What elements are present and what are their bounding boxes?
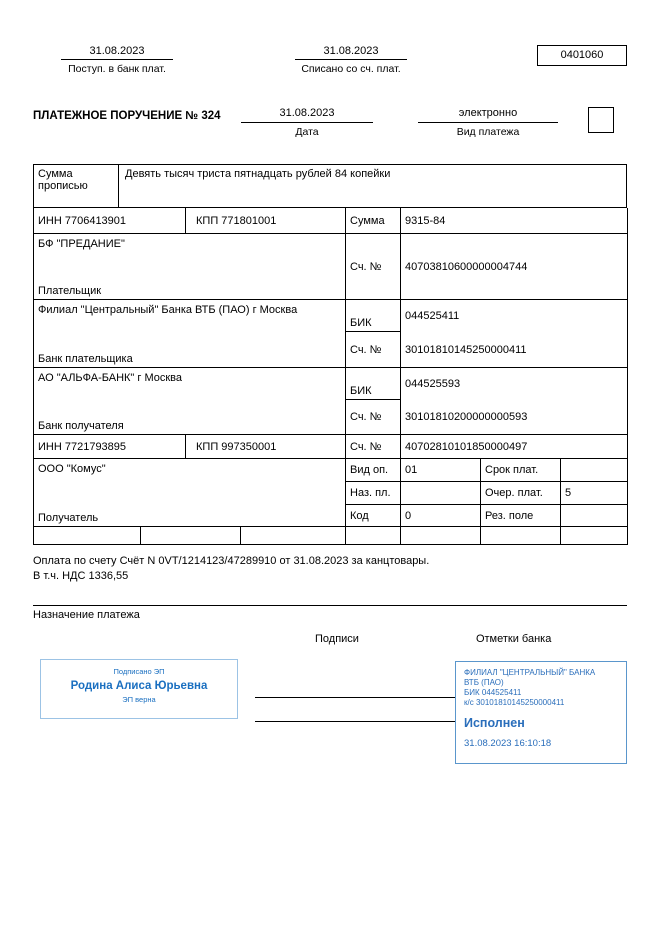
esignature-box bbox=[40, 659, 238, 719]
beneficiary-bank-label: Банк получателя bbox=[38, 420, 124, 432]
signature-line-2 bbox=[255, 721, 455, 722]
beneficiary-bank-bik: 044525593 bbox=[401, 368, 628, 400]
signatures-label: Подписи bbox=[315, 633, 359, 645]
priority-value: 5 bbox=[561, 482, 628, 505]
beneficiary-account: 40702810101850000497 bbox=[401, 435, 628, 459]
payment-kind-label: Вид платежа bbox=[456, 126, 520, 138]
budget-field-7 bbox=[561, 527, 628, 545]
bank-stamp bbox=[455, 661, 627, 764]
budget-field-2 bbox=[141, 527, 241, 545]
payer-account-label: Сч. № bbox=[346, 234, 401, 300]
stamp-datetime: 31.08.2023 16:10:18 bbox=[464, 738, 552, 749]
code-value: 0 bbox=[401, 505, 481, 527]
received-date-value: 31.08.2023 bbox=[61, 45, 173, 60]
payer-bank-account: 30101810145250000411 bbox=[401, 332, 628, 368]
beneficiary-account-label: Сч. № bbox=[346, 435, 401, 459]
pay-term-value bbox=[561, 459, 628, 482]
stamp-corr-account: к/с 30101810145250000411 bbox=[464, 698, 565, 707]
payment-purpose-area bbox=[33, 554, 627, 606]
priority-label: Очер. плат. bbox=[481, 482, 561, 505]
budget-field-6 bbox=[481, 527, 561, 545]
beneficiary-cell bbox=[34, 459, 346, 527]
budget-field-1 bbox=[34, 527, 141, 545]
purpose-code-value bbox=[401, 482, 481, 505]
payer-name: БФ "ПРЕДАНИЕ" bbox=[38, 238, 125, 250]
payment-kind-field bbox=[418, 107, 558, 138]
beneficiary-bank-name: АО "АЛЬФА-БАНК" г Москва bbox=[38, 372, 182, 384]
beneficiary-name: ООО "Комус" bbox=[38, 463, 106, 475]
budget-field-5 bbox=[401, 527, 481, 545]
sum-label: Сумма bbox=[346, 208, 401, 234]
beneficiary-kpp: КПП 997350001 bbox=[186, 435, 346, 459]
payment-purpose-text: Оплата по счету Счёт N 0VT/1214123/47289910 от 31.08.2023 за канцтовары. bbox=[33, 555, 430, 567]
payment-order-title: ПЛАТЕЖНОЕ ПОРУЧЕНИЕ № 324 bbox=[33, 110, 221, 122]
op-kind-label: Вид оп. bbox=[346, 459, 401, 482]
beneficiary-label: Получатель bbox=[38, 512, 99, 524]
payer-account: 40703810600000004744 bbox=[401, 234, 628, 300]
signature-area bbox=[33, 651, 627, 791]
payer-bank-account-label: Сч. № bbox=[346, 332, 401, 368]
received-date-field bbox=[61, 45, 173, 75]
beneficiary-bank-bik-label: БИК bbox=[346, 368, 401, 400]
document-date-value: 31.08.2023 bbox=[241, 107, 373, 123]
payer-bank-name: Филиал "Центральный" Банка ВТБ (ПАО) г Москва bbox=[38, 304, 298, 316]
reserve-label: Рез. поле bbox=[481, 505, 561, 527]
bank-marks-label: Отметки банка bbox=[475, 633, 552, 645]
top-row bbox=[33, 45, 627, 75]
debited-date-value: 31.08.2023 bbox=[295, 45, 407, 60]
payer-bank-bik-label: БИК bbox=[346, 300, 401, 332]
taxpayer-status-box bbox=[588, 107, 614, 133]
title-row bbox=[33, 107, 627, 138]
signature-line-1 bbox=[255, 697, 455, 698]
document-date-field bbox=[241, 107, 373, 138]
budget-field-3 bbox=[241, 527, 346, 545]
debited-date-field bbox=[295, 45, 407, 75]
requisites-table bbox=[33, 208, 628, 545]
payment-kind-value: электронно bbox=[418, 107, 558, 123]
document-date-label: Дата bbox=[295, 126, 319, 138]
reserve-value bbox=[561, 505, 628, 527]
payer-kpp: КПП 771801001 bbox=[186, 208, 346, 234]
pay-term-label: Срок плат. bbox=[481, 459, 561, 482]
form-code-box: 0401060 bbox=[537, 45, 627, 66]
payer-bank-label: Банк плательщика bbox=[38, 353, 133, 365]
stamp-bank-name-line2: ВТБ (ПАО) bbox=[464, 678, 504, 687]
vat-text: В т.ч. НДС 1336,55 bbox=[33, 570, 129, 582]
stamp-status: Исполнен bbox=[464, 716, 525, 730]
payer-inn: ИНН 7706413901 bbox=[34, 208, 186, 234]
payer-bank-cell bbox=[34, 300, 346, 368]
amount-words-label: Сумма прописью bbox=[34, 165, 119, 207]
received-date-label: Поступ. в банк плат. bbox=[68, 63, 166, 75]
sum-value: 9315-84 bbox=[401, 208, 628, 234]
purpose-code-label: Наз. пл. bbox=[346, 482, 401, 505]
payment-purpose-label: Назначение платежа bbox=[33, 609, 140, 621]
debited-date-label: Списано со сч. плат. bbox=[301, 63, 401, 75]
beneficiary-bank-account-label: Сч. № bbox=[346, 400, 401, 435]
payer-cell bbox=[34, 234, 346, 300]
amount-words-row bbox=[33, 164, 627, 208]
esignature-verified: ЭП верна bbox=[122, 695, 156, 704]
budget-field-4 bbox=[346, 527, 401, 545]
signature-headers bbox=[33, 633, 627, 645]
esignature-name: Родина Алиса Юрьевна bbox=[70, 680, 208, 692]
op-kind-value: 01 bbox=[401, 459, 481, 482]
payer-label: Плательщик bbox=[38, 285, 102, 297]
beneficiary-bank-cell bbox=[34, 368, 346, 435]
beneficiary-bank-account: 30101810200000000593 bbox=[401, 400, 628, 435]
esignature-status: Подписано ЭП bbox=[113, 667, 165, 676]
code-label: Код bbox=[346, 505, 401, 527]
beneficiary-inn: ИНН 7721793895 bbox=[34, 435, 186, 459]
amount-words-text: Девять тысяч триста пятнадцать рублей 84 копейки bbox=[125, 168, 391, 180]
stamp-bik: БИК 044525411 bbox=[464, 688, 522, 697]
payer-bank-bik: 044525411 bbox=[401, 300, 628, 332]
stamp-bank-name-line1: ФИЛИАЛ "ЦЕНТРАЛЬНЫЙ" БАНКА bbox=[464, 668, 596, 677]
